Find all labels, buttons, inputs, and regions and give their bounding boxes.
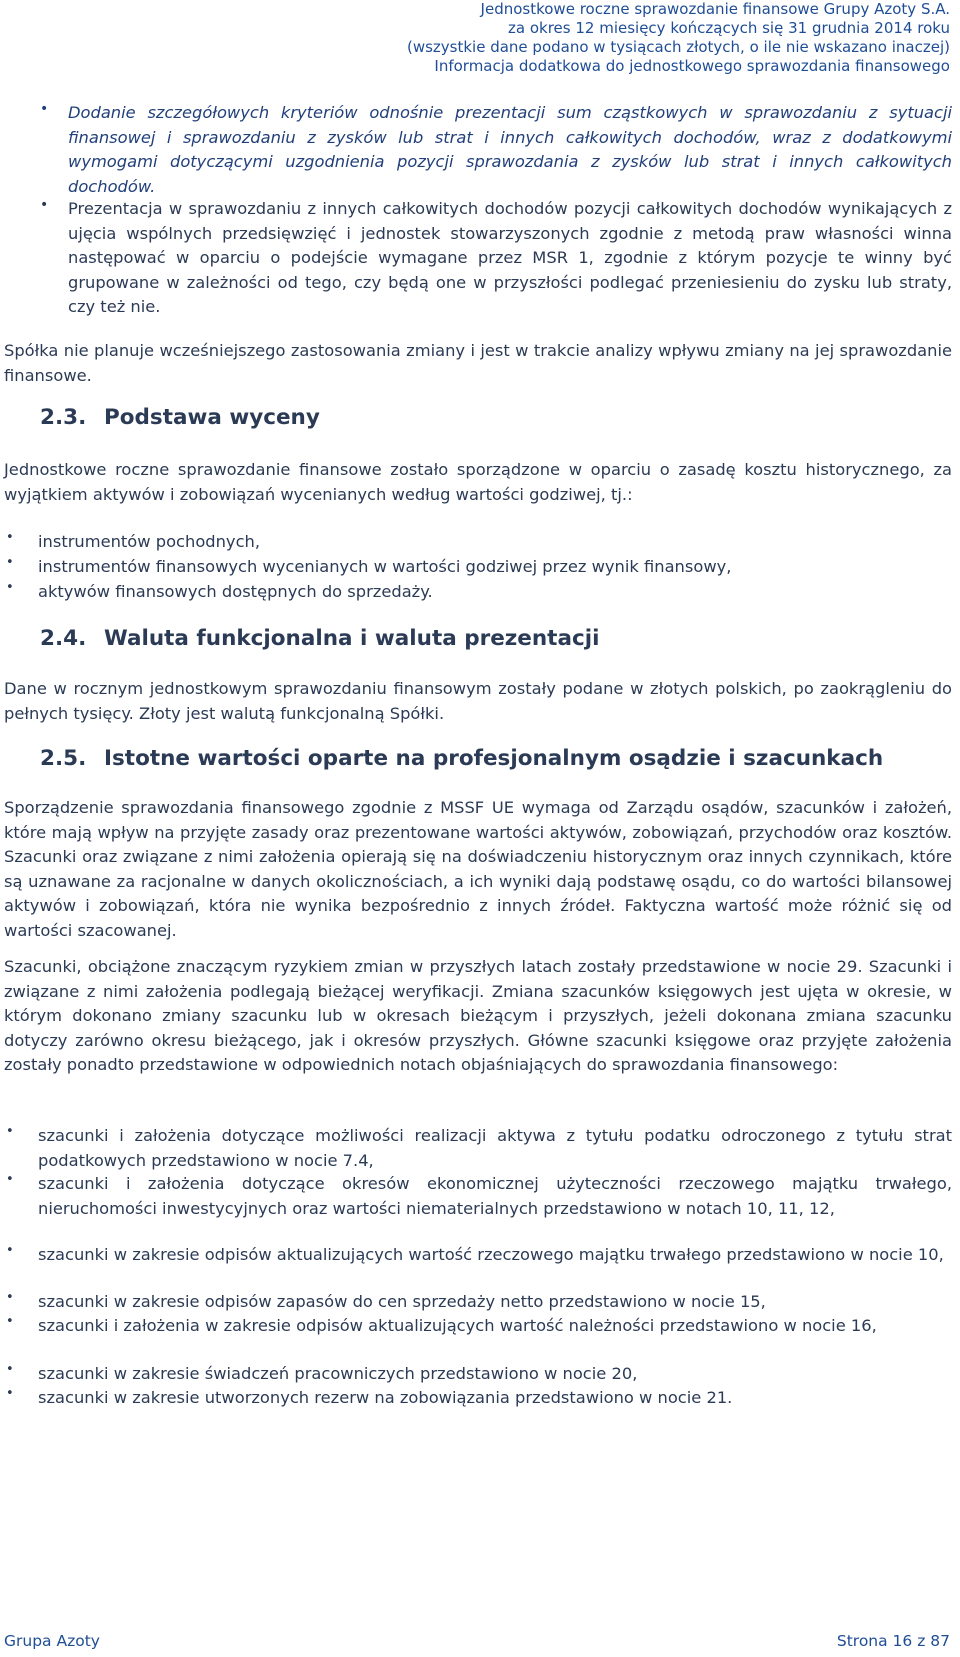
bullet-icon: • (6, 1243, 14, 1258)
list-item-text: szacunki w zakresie utworzonych rezerw na zobowiązania przedstawiono w nocie 21. (38, 1388, 733, 1407)
bullet-icon: • (40, 197, 49, 213)
header-section-name: Informacja dodatkowa do jednostkowego sprawozdania finansowego (434, 57, 950, 75)
bullet-icon: • (6, 1362, 14, 1377)
header-units-note: (wszystkie dane podano w tysiącach złotych, o ile nie wskazano inaczej) (406, 38, 950, 56)
bullet-icon: • (6, 1314, 14, 1329)
bullet-icon: • (6, 1386, 14, 1401)
bullet-icon: • (40, 101, 49, 117)
section-heading-2-3 (40, 405, 320, 430)
list-item-text: szacunki i założenia dotyczące okresów ekonomicznej użyteczności rzeczowego majątku trwałego, nieruchomości inwestycyjnych oraz wartości niematerialnych przedstawiono w notach 10, 11, 12, (38, 1174, 952, 1218)
footer-page-number: Strona 16 z 87 (836, 1632, 950, 1650)
list-item-text: instrumentów pochodnych, (38, 532, 261, 551)
header-report-title: Jednostkowe roczne sprawozdanie finansowe Grupy Azoty S.A. (480, 0, 950, 18)
section-number: 2.3. (40, 405, 87, 430)
paragraph-valuation-basis: Jednostkowe roczne sprawozdanie finansowe zostało sporządzone w oparciu o zasadę kosztu historycznego, za wyjątkiem aktywów i zobowiązań wycenianych według wartości godziwej, tj.: (4, 460, 952, 504)
header-period: za okres 12 miesięcy kończących się 31 grudnia 2014 roku (508, 19, 950, 37)
list-item-text: szacunki w zakresie odpisów aktualizujących wartość rzeczowego majątku trwałego przedstawiono w nocie 10, (38, 1245, 944, 1264)
list-item-text: szacunki i założenia w zakresie odpisów aktualizujących wartość należności przedstawiono w nocie 16, (38, 1316, 877, 1335)
section-title: Waluta funkcjonalna i waluta prezentacji (104, 626, 600, 651)
footer-company: Grupa Azoty (4, 1632, 100, 1650)
paragraph-estimates-2: Szacunki, obciążone znaczącym ryzykiem zmian w przyszłych latach zostały przedstawione w nocie 29. Szacunki i związane z nimi założenia podlegają bieżącej weryfikacji. Zmiana szacunków księgowych jest ujęta w okresie, w którym dokonano zmiany szacunku lub w okresach bieżącym i przyszłych, jeżeli dokonana zmiana szacunku dotyczy zarówno okresu bieżącego, jak i okresów przyszłych. Główne szacunki księgowe oraz przyjęte założenia zostały ponadto przedstawione w odpowiednich notach objaśniających do sprawozdania finansowego: (4, 957, 952, 1074)
section-number: 2.5. (40, 746, 87, 771)
list-item-text: szacunki w zakresie świadczeń pracowniczych przedstawiono w nocie 20, (38, 1364, 638, 1383)
section-heading-2-4 (40, 626, 599, 651)
paragraph-company-plan: Spółka nie planuje wcześniejszego zastosowania zmiany i jest w trakcie analizy wpływu zmiany na jej sprawozdanie finansowe. (4, 341, 952, 385)
section-title: Podstawa wyceny (104, 405, 320, 430)
bullet-icon: • (6, 1124, 14, 1139)
bullet-text: Dodanie szczegółowych kryteriów odnośnie prezentacji sum cząstkowych w sprawozdaniu z sytuacji finansowej i sprawozdaniu z zysków lub strat i innych całkowitych dochodów, wraz z dodatkowymi wymogami dotyczącymi uzgodnienia pozycji sprawozdania z zysków lub strat i innych całkowitych dochodów. (68, 103, 952, 196)
list-item-text: szacunki i założenia dotyczące możliwości realizacji aktywa z tytułu podatku odroczonego z tytułu strat podatkowych przedstawiono w nocie 7.4, (38, 1126, 952, 1170)
paragraph-estimates-1: Sporządzenie sprawozdania finansowego zgodnie z MSSF UE wymaga od Zarządu osądów, szacunków i założeń, które mają wpływ na przyjęte zasady oraz prezentowane wartości aktywów, zobowiązań, przychodów oraz kosztów. Szacunki oraz związane z nimi założenia opierają się na doświadczeniu historycznym oraz innych czynnikach, które są uznawane za racjonalne w danych okolicznościach, a ich wyniki dają podstawę osądu, co do wartości bilansowej aktywów i zobowiązań, która nie wynika bezpośrednio z innych źródeł. Faktyczna wartość może różnić się od wartości szacowanej. (4, 798, 952, 940)
list-item-text: szacunki w zakresie odpisów zapasów do cen sprzedaży netto przedstawiono w nocie 15, (38, 1292, 766, 1311)
bullet-text: Prezentacja w sprawozdaniu z innych całkowitych dochodów pozycji całkowitych dochodów wynikających z ujęcia wspólnych przedsięwzięć i jednostek stowarzyszonych zgodnie z metodą praw własności winna następować w oparciu o podejście wymagane przez MSR 1, zgodnie z którym pozycje te winny być grupowane w zależności od tego, czy będą one w przyszłości podlegać przeniesieniu do zysku lub straty, czy też nie. (68, 199, 952, 316)
list-item-text: aktywów finansowych dostępnych do sprzedaży. (38, 582, 433, 601)
section-title: Istotne wartości oparte na profesjonalnym osądzie i szacunkach (104, 746, 884, 771)
section-number: 2.4. (40, 626, 87, 651)
bullet-icon: • (6, 555, 14, 570)
paragraph-currency: Dane w rocznym jednostkowym sprawozdaniu finansowym zostały podane w złotych polskich, po zaokrągleniu do pełnych tysięcy. Złoty jest walutą funkcjonalną Spółki. (4, 679, 952, 723)
bullet-icon: • (6, 530, 14, 545)
bullet-icon: • (6, 1290, 14, 1305)
running-header (330, 0, 950, 76)
bullet-icon: • (6, 1172, 14, 1187)
list-item-text: instrumentów finansowych wycenianych w wartości godziwej przez wynik finansowy, (38, 557, 732, 576)
bullet-icon: • (6, 580, 14, 595)
section-heading-2-5 (40, 746, 883, 771)
